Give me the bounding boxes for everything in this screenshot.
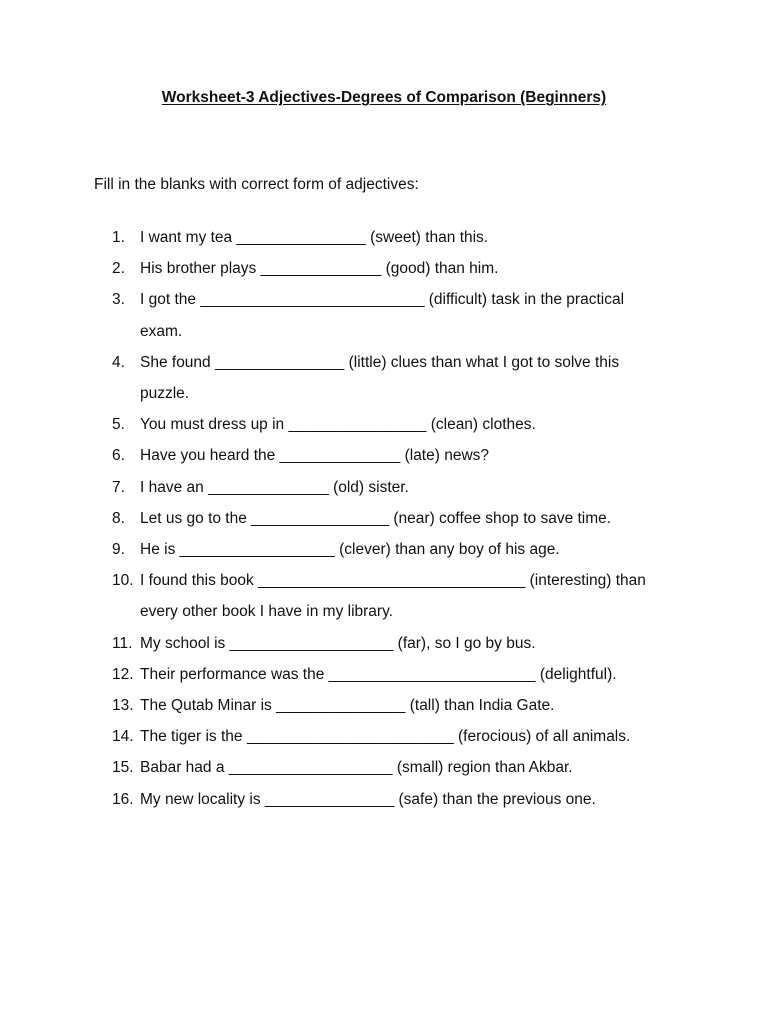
question-text: I found this book _______________________________ (interesting) than every other book I have in my library.	[140, 572, 646, 621]
question-number: 9.	[112, 541, 125, 559]
question-text: You must dress up in ________________ (clean) clothes.	[140, 416, 536, 434]
question-item	[112, 347, 712, 409]
question-number: 7.	[112, 478, 125, 496]
question-item	[112, 222, 712, 253]
question-text: I got the __________________________ (difficult) task in the practical exam.	[140, 291, 625, 340]
question-text: I want my tea _______________ (sweet) than this.	[140, 229, 489, 246]
question-number: 16.	[112, 790, 134, 808]
question-number: 5.	[112, 416, 125, 434]
question-number: 8.	[112, 509, 125, 527]
question-text: He is __________________ (clever) than any boy of his age.	[140, 541, 560, 559]
question-number: 4.	[112, 353, 125, 371]
question-list	[112, 222, 712, 815]
question-item	[112, 472, 712, 503]
question-item	[112, 628, 712, 659]
question-number: 11.	[112, 634, 133, 652]
question-item	[112, 565, 712, 627]
question-text: His brother plays ______________ (good) than him.	[140, 260, 499, 278]
question-number: 12.	[112, 665, 134, 683]
question-item	[112, 690, 712, 721]
question-text: Their performance was the ________________________ (delightful).	[140, 665, 617, 683]
question-text: My new locality is _______________ (safe) than the previous one.	[140, 790, 596, 808]
question-text: Babar had a ___________________ (small) region than Akbar.	[140, 759, 573, 777]
instruction-text: Fill in the blanks with correct form of adjectives:	[94, 176, 419, 193]
question-number: 6.	[112, 447, 125, 465]
question-item	[112, 659, 712, 690]
question-text: The tiger is the ________________________ (ferocious) of all animals.	[140, 728, 631, 746]
question-number: 13.	[112, 697, 134, 715]
question-text: Let us go to the ________________ (near) coffee shop to save time.	[140, 509, 612, 527]
question-text: I have an ______________ (old) sister.	[140, 478, 409, 496]
question-item	[112, 284, 712, 346]
question-item	[112, 409, 712, 440]
worksheet-title: Worksheet-3 Adjectives-Degrees of Comparison (Beginners)	[161, 89, 607, 106]
question-number: 10.	[112, 572, 134, 590]
question-item	[112, 440, 712, 471]
question-number: 15.	[112, 759, 134, 777]
question-text: My school is ___________________ (far), so I go by bus.	[140, 634, 536, 652]
question-item	[112, 721, 712, 752]
question-item	[112, 752, 712, 783]
question-item	[112, 253, 712, 284]
question-text: She found _______________ (little) clues than what I got to solve this puzzle.	[140, 353, 620, 403]
question-number: 3.	[112, 291, 125, 309]
question-number: 1.	[112, 229, 125, 246]
question-item	[112, 784, 712, 815]
question-number: 2.	[112, 260, 125, 278]
question-text: Have you heard the ______________ (late) news?	[140, 447, 490, 465]
question-item	[112, 503, 712, 534]
question-text: The Qutab Minar is _______________ (tall) than India Gate.	[140, 697, 555, 715]
question-item	[112, 534, 712, 565]
question-number: 14.	[112, 728, 134, 746]
